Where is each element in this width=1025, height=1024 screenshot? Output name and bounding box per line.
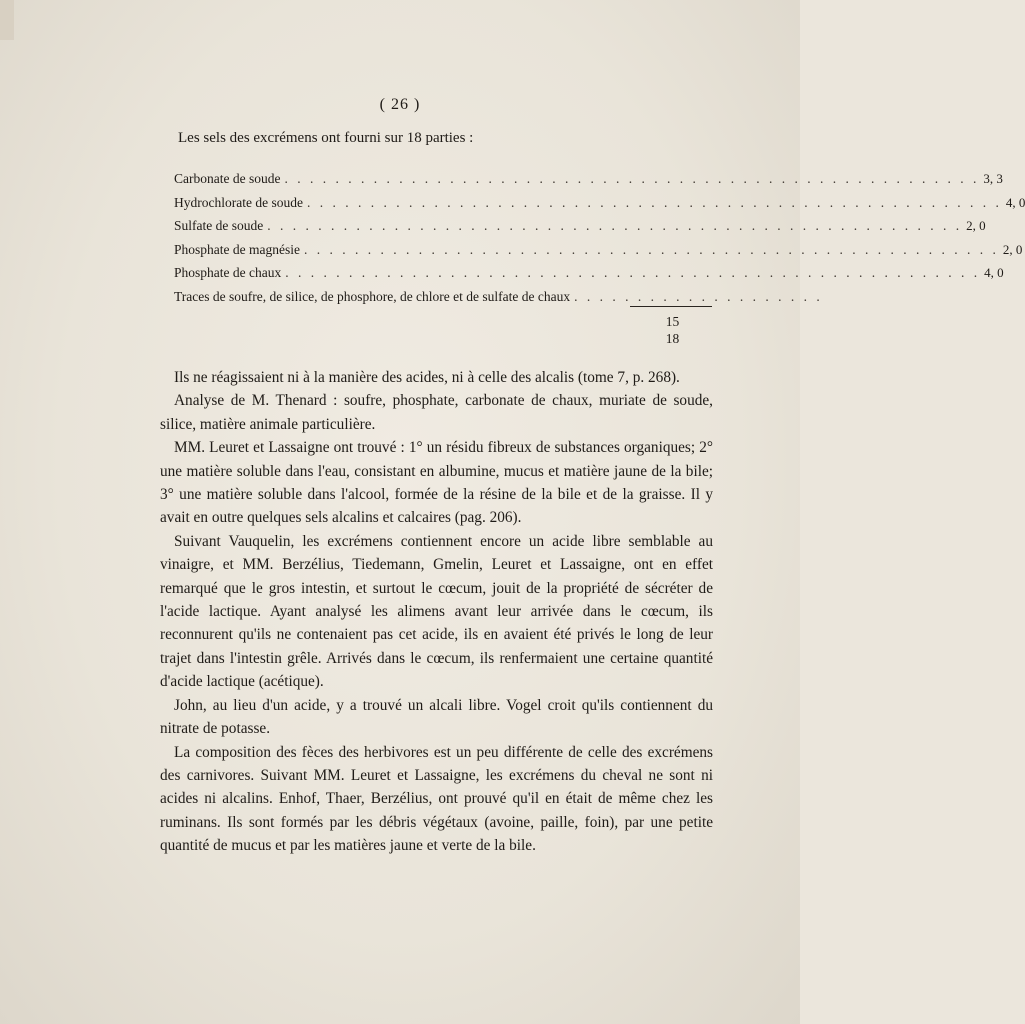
table-intro: Les sels des excrémens ont fourni sur 18 parties : [178, 130, 474, 146]
salts-table [174, 167, 1025, 308]
table-row [174, 261, 1004, 285]
paragraph: La composition des fèces des herbivores est un peu différente de celle des excrémens des carnivores. Suivant MM. Leuret et Lassaigne, les excrémens du cheval ne sont ni acides ni alcalins. Enhof, Thaer, Berzélius, ont prouvé qu'il en était de même chez les ruminans. Ils sont formés par les débris végétaux (avoine, paille, foin), par une petite quantité de mucus et par les matières jaune et verte de la bile. [160, 743, 713, 855]
sum-rule [630, 306, 712, 307]
leader-dots: . . . . . . . . . . . . . . . . . . . . . . . . . . . . . . . . . . . . . . . . . . . . . . . . . . . . . . . [267, 218, 963, 233]
leader-dots: . . . . . . . . . . . . . . . . . . . . . . . . . . . . . . . . . . . . . . . . . . . . . . . . . . . . . . . [306, 194, 1002, 210]
leader-dots: . . . . . . . . . . . . . . . . . . . . . . . . . . . . . . . . . . . . . . . . . . . . . . . . . . . . . . . [285, 265, 981, 280]
row-label: Hydrochlorate de soude [174, 194, 303, 210]
leader-dots: . . . . . . . . . . . . . . . . . . . . . . . . . . . . . . . . . . . . . . . . . . . . . . . . . . . . . . . [303, 241, 999, 257]
body-text [160, 366, 713, 858]
paragraph: Analyse de M. Thenard : soufre, phosphate, carbonate de chaux, muriate de soude, silice, matière animale particulière. [160, 392, 713, 433]
row-label: Traces de soufre, de silice, de phosphore, de chlore et de sulfate de chaux [174, 288, 571, 304]
row-value: 4, 0 [984, 265, 1004, 280]
table-row [174, 214, 986, 238]
table-row [174, 191, 1025, 215]
total: 18 [665, 331, 680, 346]
row-label: Phosphate de chaux [174, 265, 282, 280]
page-edge-stain [0, 0, 14, 40]
row-value: 2, 0 [966, 218, 986, 233]
subtotal: 15 [665, 314, 680, 329]
row-value: 4, 0 [1005, 194, 1025, 210]
paragraph: John, au lieu d'un acide, y a trouvé un alcali libre. Vogel croit qu'ils contiennent du nitrate de potasse. [160, 696, 713, 738]
table-row [174, 238, 1023, 262]
page-number: ( 26 ) [379, 96, 421, 113]
paragraph: Ils ne réagissaient ni à la manière des acides, ni à celle des alcalis (tome 7, p. 268). [174, 369, 680, 386]
paragraph: MM. Leuret et Lassaigne ont trouvé : 1° un résidu fibreux de substances organiques; 2° une matière soluble dans l'eau, consistant en albumine, mucus et matière jaune de la bile; 3° une matière soluble dans l'alcool, formée de la résine de la bile et de la graisse. Il y avait en outre quelques sels alcalins et calcaires (pag. 206). [160, 439, 713, 527]
row-label: Sulfate de soude [174, 218, 264, 233]
leader-dots: . . . . . . . . . . . . . . . . . . . . [574, 288, 823, 304]
row-label: Carbonate de soude [174, 171, 281, 186]
row-value: 2, 0 [1002, 241, 1023, 257]
table-row [174, 167, 1003, 191]
row-label: Phosphate de magnésie [174, 241, 300, 257]
paragraph: Suivant Vauquelin, les excrémens contiennent encore un acide libre semblable au vinaigre, et MM. Berzélius, Tiedemann, Gmelin, Leuret et Lassaigne, ont en effet remarqué que le gros intestin, et surtout le cœcum, jouit de la propriété de sécréter de l'acide lactique. Ayant analysé les alimens avant leur arrivée dans le cœcum, ils reconnurent qu'ils ne contenaient pas cet acide, ils en avaient été privés le long de leur trajet dans l'intestin grêle. Arrivés dans le cœcum, ils renfermaient une certaine quantité d'acide lactique (acétique). [160, 532, 713, 691]
row-value: 3, 3 [983, 171, 1003, 186]
table-row [174, 285, 823, 309]
leader-dots: . . . . . . . . . . . . . . . . . . . . . . . . . . . . . . . . . . . . . . . . . . . . . . . . . . . . . . . [284, 171, 980, 186]
